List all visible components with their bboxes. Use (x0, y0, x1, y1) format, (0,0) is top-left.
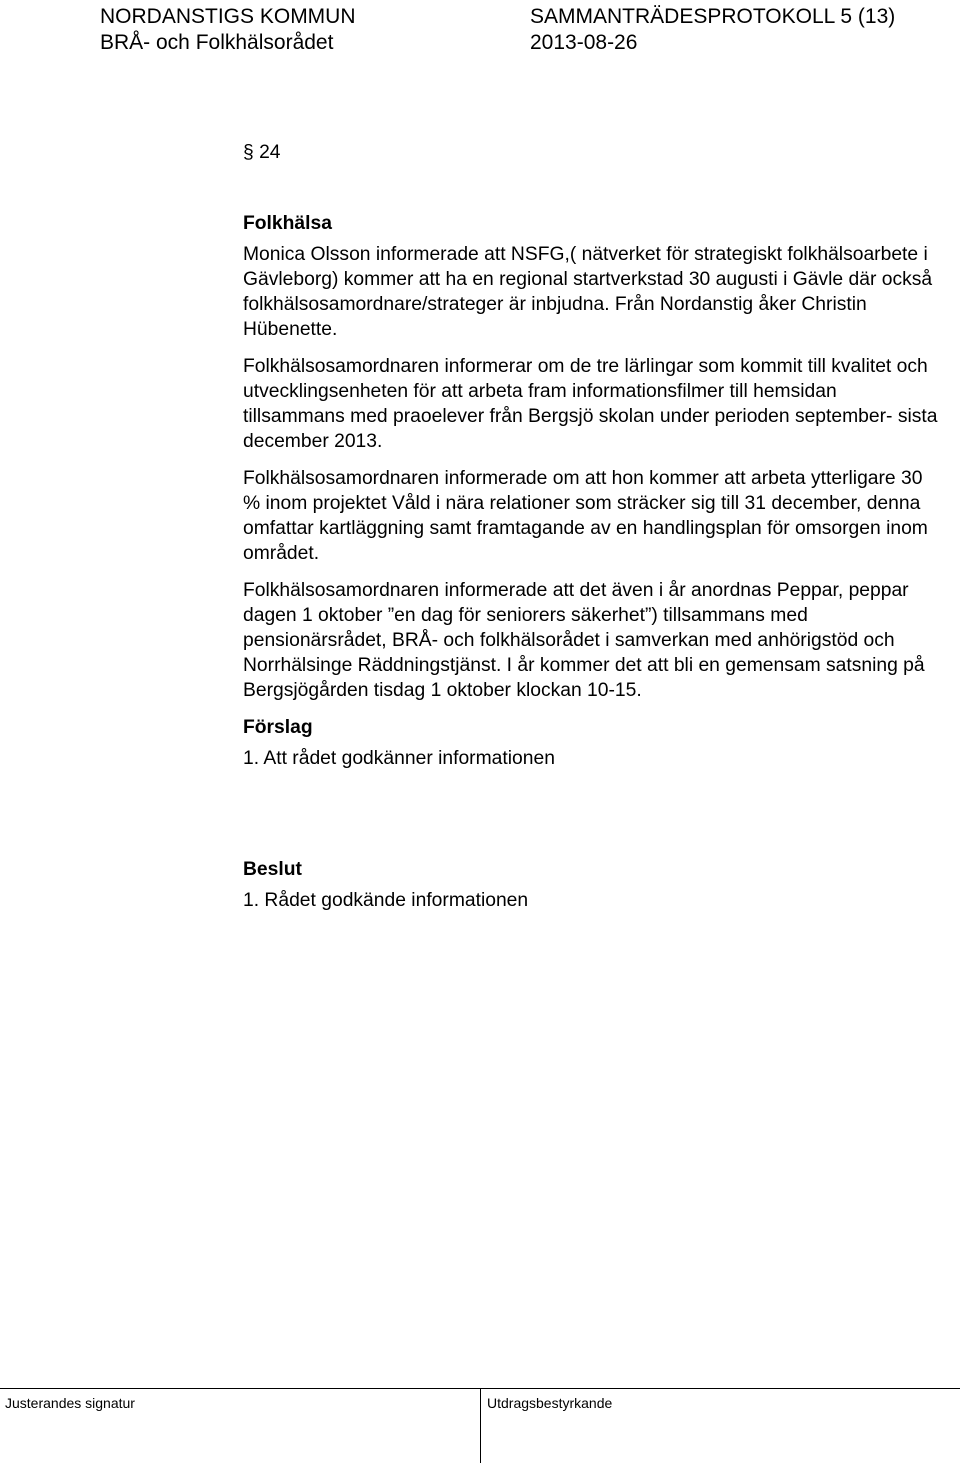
signature-footer (0, 1388, 960, 1463)
proposal-heading: Förslag (243, 717, 313, 738)
organization-name: NORDANSTIGS KOMMUN (100, 5, 356, 28)
excerpt-label: Utdragsbestyrkande (487, 1395, 613, 1411)
decision-heading: Beslut (243, 859, 302, 880)
decision-item: 1. Rådet godkände informationen (243, 890, 529, 911)
body-paragraph: Monica Olsson informerade att NSFG,( nätverket för strategiskt folkhälsoarbete i Gävleborg) kommer att ha en regional startverkstad 30 augusti i Gävle där också folkhälsosamordnare/strateger är inbjudna. Från Nordanstig åker Christin Hübenette. (243, 244, 933, 340)
protocol-body (243, 140, 943, 913)
body-paragraph: Folkhälsosamordnaren informerade att det även i år anordnas Peppar, peppar dagen 1 oktober ”en dag för seniorers säkerhet”) tillsammans med pensionärsrådet, BRÅ- och folkhälsorådet i samverkan med anhörigstöd och Norrhälsinge Räddningstjänst. I år kommer det att bli en gemensam satsning på Bergsjögården tisdag 1 oktober klockan 10-15. (243, 580, 925, 701)
board-name: BRÅ- och Folkhälsorådet (100, 31, 334, 54)
body-paragraph: Folkhälsosamordnaren informerar om de tre lärlingar som kommit till kvalitet och utvecklingsenheten för att arbeta fram informationsfilmer till hemsidan tillsammans med praoelever från Bergsjö skolan under perioden september- sista december 2013. (243, 356, 938, 452)
proposal-item: 1. Att rådet godkänner informationen (243, 748, 555, 769)
meeting-date: 2013-08-26 (530, 31, 638, 54)
body-paragraph: Folkhälsosamordnaren informerade om att hon kommer att arbeta ytterligare 30 % inom projektet Våld i nära relationer som sträcker sig till 31 december, denna omfattar kartläggning samt framtagande av en handlingsplan för omsorgen inom området. (243, 468, 928, 564)
paragraph-number: § 24 (243, 142, 281, 163)
signature-label: Justerandes signatur (5, 1395, 135, 1411)
protocol-title: SAMMANTRÄDESPROTOKOLL 5 (13) (530, 5, 896, 28)
section-title: Folkhälsa (243, 213, 332, 234)
